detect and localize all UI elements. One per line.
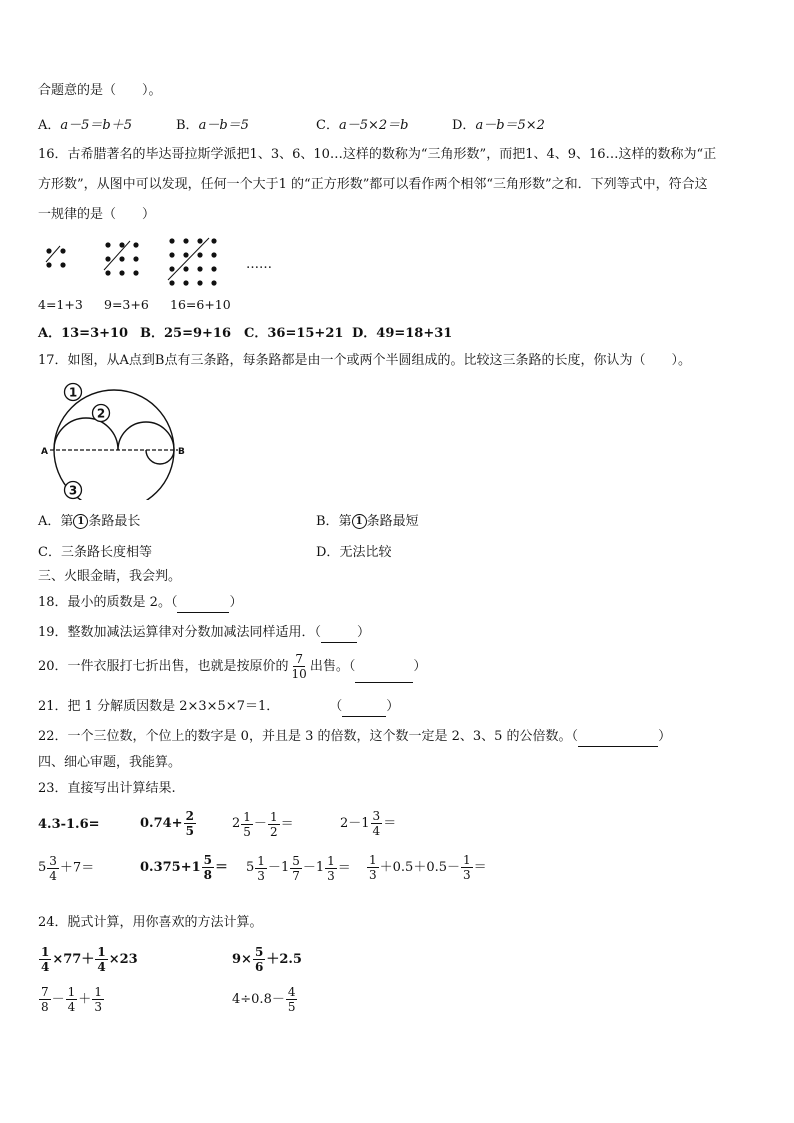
q16-option-a[interactable]: A．13=3+10	[38, 326, 129, 341]
expr-1: $\frac{1}{4}$ ×77＋ $\frac{1}{4}$ ×23	[41, 945, 138, 974]
q16-option-d[interactable]: D．49=18+31	[352, 326, 453, 341]
path-3-label: 3	[68, 483, 78, 498]
expr-4: 4÷0.8－ $\frac{4}{5}$	[232, 985, 296, 1014]
calc-r1c1: 4.3-1.6=	[38, 817, 100, 832]
q15-option-c[interactable]: C．a－5×2＝b	[316, 118, 409, 133]
q16-line3: 一规律的是（ ）	[38, 207, 156, 222]
q17-stem: 17．如图，从A点到B点有三条路，每条路都是由一个或两个半圆组成的。比较这三条路的长度，你认为（ ）。	[38, 353, 691, 368]
point-a-label: A	[41, 447, 48, 457]
q19: 19．整数加减法运算律对分数加减法同样适用．（ ）	[38, 624, 370, 643]
q16-option-c[interactable]: C．36=15+21	[244, 326, 344, 341]
q18: 18．最小的质数是 2。（ ）	[38, 594, 242, 613]
calc-r2c2: 0.375+1 $\frac{5}{8}$ ＝	[140, 853, 229, 882]
q16-line1: 16．古希腊著名的毕达哥拉斯学派把1、3、6、10…这样的数称为“三角形数”，而把1、4、9、16…这样的数称为“正	[38, 147, 717, 162]
caption-3: 16=6+10	[170, 297, 231, 312]
q17-option-b[interactable]: B．第 1 条路最短	[316, 514, 419, 529]
calc-r1c2: 0.74+ $\frac{2}{5}$	[140, 809, 194, 838]
expr-2: 9× $\frac{5}{6}$ ＋2.5	[232, 945, 302, 974]
calc-r2c3: 5 $\frac{1}{3}$ －1 $\frac{5}{7}$ －1 $\frac{1}{3}$ ＝	[246, 853, 351, 883]
q15-option-a[interactable]: A．a－5＝b＋5	[38, 118, 133, 133]
q20-answer-blank[interactable]	[355, 652, 413, 683]
q20: 20．一件衣服打七折出售，也就是按原价的 $\frac{7}{10}$ 出售。（ ）	[38, 652, 427, 681]
semicircle-paths-figure	[38, 378, 198, 500]
q21-answer-blank[interactable]	[342, 698, 386, 717]
q16-line2: 方形数”，从图中可以发现，任何一个大于1 的“正方形数”都可以看作两个相邻“三角形数”之和．下列等式中，符合这	[38, 177, 708, 192]
caption-2: 9=3+6	[104, 297, 149, 312]
calc-r2c1: 5 $\frac{3}{4}$ ＋7＝	[38, 853, 95, 883]
fraction: $\frac{7}{10}$	[291, 652, 307, 681]
calc-r1c3: 2 $\frac{1}{5}$ － $\frac{1}{2}$ ＝	[232, 809, 294, 839]
path-2-label: 2	[96, 406, 106, 421]
ellipsis: ……	[246, 257, 272, 272]
q22-answer-blank[interactable]	[578, 728, 658, 747]
section-3-title: 三、火眼金睛，我会判。	[38, 569, 182, 584]
q15-option-b[interactable]: B．a－b＝5	[176, 118, 249, 133]
calc-r1c4: 2－1 $\frac{3}{4}$ ＝	[340, 809, 397, 838]
q22: 22．一个三位数，个位上的数字是 0，并且是 3 的倍数，这个数一定是 2、3、5 的公倍数。（ ）	[38, 728, 671, 747]
path-1-label: 1	[68, 385, 78, 400]
q24-stem: 24．脱式计算，用你喜欢的方法计算。	[38, 915, 263, 930]
q19-answer-blank[interactable]	[321, 624, 357, 643]
point-b-label: B	[178, 447, 185, 457]
expr-3: $\frac{7}{8}$ － $\frac{1}{4}$ ＋ $\frac{1}{3}$	[41, 985, 102, 1014]
square-number-dot-figure	[38, 236, 248, 292]
q17-option-a[interactable]: A．第 1 条路最长	[38, 514, 141, 529]
calc-r2c4: $\frac{1}{3}$ ＋0.5＋0.5－ $\frac{1}{3}$ ＝	[369, 853, 487, 882]
q17-option-d[interactable]: D．无法比较	[316, 545, 392, 560]
q17-option-c[interactable]: C．三条路长度相等	[38, 545, 152, 560]
q23-stem: 23．直接写出计算结果.	[38, 781, 176, 796]
q18-answer-blank[interactable]	[177, 594, 229, 613]
caption-1: 4=1+3	[38, 297, 83, 312]
q15-option-d[interactable]: D．a－b＝5×2	[452, 118, 545, 133]
q15-continuation: 合题意的是（ ）。	[38, 83, 162, 98]
q16-option-b[interactable]: B．25=9+16	[140, 326, 232, 341]
section-4-title: 四、细心审题，我能算。	[38, 755, 182, 770]
q21: 21．把 1 分解质因数是 2×3×5×7＝1． （ ）	[38, 698, 399, 717]
